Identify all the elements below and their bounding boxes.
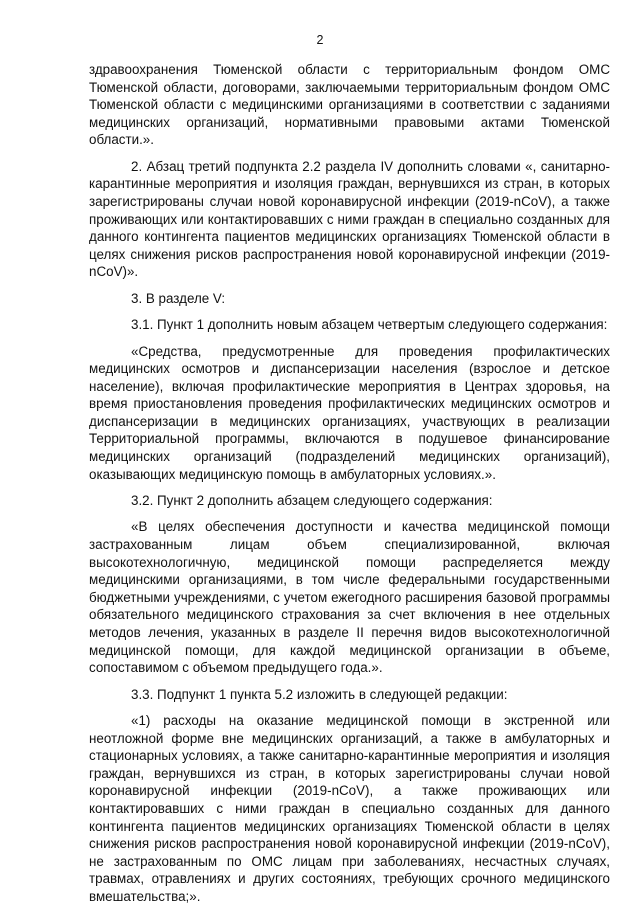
paragraph-item-3-3: 3.3. Подпункт 1 пункта 5.2 изложить в следующей редакции: (131, 686, 508, 702)
document-body (89, 61, 610, 906)
paragraph-quote-3-1: «Средства, предусмотренные для проведения профилактических медицинских осмотров и диспансеризации населения (взрослое и детское население), включая профилактические мероприятия в Центрах здоровья, на время приостановления проведения профилактических медицинских осмотров и диспансеризации в медицинских организациях, участвующих в реализации Территориальной программы, включаются в подушевое финансирование медицинских организаций (подразделений медицинских организаций), оказывающих медицинскую помощь в амбулаторных условиях.». (89, 343, 610, 482)
paragraph-continuation: здравоохранения Тюменской области с территориальным фондом ОМС Тюменской области, договорами, заключаемыми территориальным фондом ОМС Тюменской области с медицинскими организациями в соответствии с заданиями медицинских организаций, нормативными правовыми актами Тюменской области.». (89, 62, 610, 148)
paragraph-item-2: 2. Абзац третий подпункта 2.2 раздела IV дополнить словами «, санитарно-карантинные мероприятия и изоляция граждан, вернувшихся из стран, в которых зарегистрированы случаи новой коронавирусной инфекции (2019-nCoV), а также проживающих или контактировавших с ними граждан в специально созданных для данного контингента пациентов медицинских организациях Тюменской области в целях снижения рисков распространения новой коронавирусной инфекции (2019-nCoV)». (89, 158, 610, 280)
paragraph-item-3-1: 3.1. Пункт 1 дополнить новым абзацем четвертым следующего содержания: (131, 317, 608, 333)
paragraph-quote-3-3: «1) расходы на оказание медицинской помощи в экстренной или неотложной форме вне медицинских организаций, а также в амбулаторных и стационарных условиях, а также санитарно-карантинные мероприятия и изоляция граждан, вернувшихся из стран, в которых зарегистрированы случаи новой коронавирусной инфекции (2019-nCoV), а также проживающих или контактировавших с ними граждан в специально созданных для данного контингента пациентов медицинских организациях Тюменской области в целях снижения рисков распространения новой коронавирусной инфекции (2019-nCoV), не застрахованным по ОМС лицам при заболеваниях, несчастных случаях, травмах, отравлениях и других состояниях, требующих срочного медицинского вмешательства;». (89, 712, 610, 904)
paragraph-quote-3-2: «В целях обеспечения доступности и качества медицинской помощи застрахованным лицам объем специализированной, включая высокотехнологичную, медицинской помощи распределяется между медицинскими организациями, в том числе федеральными государственными бюджетными учреждениями, с учетом ежегодного расширения базовой программы обязательного медицинского страхования за счет включения в нее отдельных методов лечения, указанных в разделе II перечня видов высокотехнологичной медицинской помощи, для каждой медицинской организации в объеме, сопоставимом с объемом предыдущего года.». (89, 519, 610, 676)
paragraph-item-3-2: 3.2. Пункт 2 дополнить абзацем следующего содержания: (131, 493, 493, 509)
page-number: 2 (316, 33, 324, 47)
paragraph-item-3: 3. В разделе V: (131, 290, 226, 306)
